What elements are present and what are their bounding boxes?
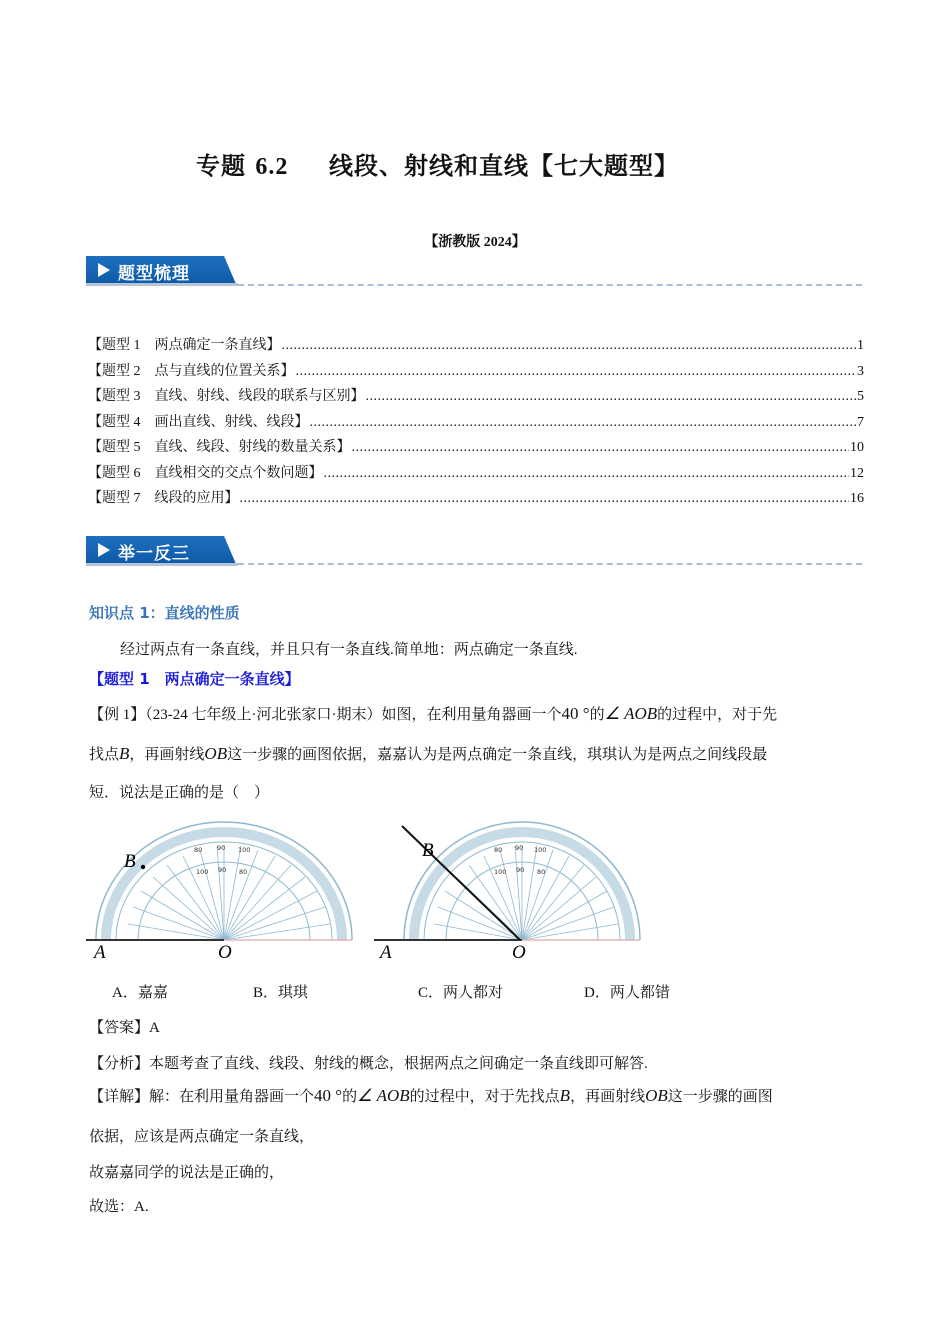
- answer-options: [112, 981, 812, 1003]
- toc-entry[interactable]: 【题型 6 直线相交的交点个数问题】 ..... 12: [88, 462, 864, 488]
- svg-text:80: 80: [537, 868, 546, 876]
- protractor-diagram: [86, 820, 356, 965]
- protractor-figure-left: [86, 820, 356, 965]
- svg-text:O: O: [218, 942, 232, 963]
- example-line-1: 【例 1】（23-24 七年级上·河北张家口·期末）如图，在利用量角器画一个40 °的∠ AOB的过程中，对于先: [89, 704, 778, 723]
- svg-text:80: 80: [194, 846, 203, 854]
- protractor-figure-right: [374, 820, 644, 965]
- analysis-line: 【分析】本题考查了直线、线段、射线的概念，根据两点之间确定一条直线即可解答.: [89, 1056, 648, 1072]
- protractor-diagram: [374, 820, 644, 965]
- svg-text:A: A: [380, 942, 392, 963]
- svg-text:100: 100: [238, 846, 251, 854]
- toc-section-banner: [86, 256, 241, 286]
- svg-text:90: 90: [217, 844, 226, 852]
- toc-entry[interactable]: 【题型 5 直线、线段、射线的数量关系】 ..... 10: [88, 436, 864, 462]
- option-a[interactable]: A．嘉嘉: [112, 985, 168, 1001]
- toc-entry[interactable]: 【题型 2 点与直线的位置关系】 ..... 3: [88, 360, 864, 386]
- toc-entry[interactable]: 【题型 3 直线、射线、线段的联系与区别】 ..... 5: [88, 385, 864, 411]
- svg-text:A: A: [94, 942, 106, 963]
- answer-line: 【答案】A: [89, 1020, 160, 1036]
- svg-text:80: 80: [239, 868, 248, 876]
- play-triangle-icon: [98, 543, 110, 557]
- question-type-heading: 【题型 1 两点确定一条直线】: [89, 670, 300, 688]
- title-main: 线段、射线和直线【七大题型】: [329, 152, 680, 180]
- svg-text:B: B: [124, 851, 136, 872]
- practice-section-banner: [86, 536, 241, 566]
- toc-entry[interactable]: 【题型 1 两点确定一条直线】 ..... 1: [88, 334, 864, 360]
- knowledge-point-text: 经过两点有一条直线，并且只有一条直线.简单地：两点确定一条直线.: [120, 642, 578, 658]
- option-b[interactable]: B．琪琪: [253, 985, 309, 1001]
- svg-text:O: O: [512, 942, 526, 963]
- title-prefix: 专题: [195, 152, 246, 180]
- toc-entry[interactable]: 【题型 4 画出直线、射线、线段】 ..... 7: [88, 411, 864, 437]
- detail-line-3: 故嘉嘉同学的说法是正确的，: [89, 1165, 285, 1181]
- svg-text:100: 100: [196, 868, 209, 876]
- detail-line-4: 故选：A.: [89, 1199, 149, 1215]
- edition-label: 【浙教版 2024】: [424, 235, 526, 250]
- table-of-contents: [88, 334, 864, 513]
- svg-text:80: 80: [494, 846, 503, 854]
- example-line-2: 找点B，再画射线OB这一步骤的画图依据，嘉嘉认为是两点确定一条直线，琪琪认为是两点之间线段最: [89, 744, 768, 763]
- toc-banner-label: 题型梳理: [118, 264, 190, 284]
- page-title: [0, 146, 875, 181]
- option-c[interactable]: C．两人都对: [418, 985, 504, 1001]
- practice-banner-label: 举一反三: [118, 544, 190, 564]
- svg-text:B: B: [422, 840, 434, 861]
- section-divider: [238, 563, 862, 565]
- play-triangle-icon: [98, 263, 110, 277]
- svg-text:100: 100: [534, 846, 547, 854]
- section-divider: [238, 284, 862, 286]
- svg-text:90: 90: [515, 844, 524, 852]
- example-line-3: 短．说法是正确的是（ ）: [89, 785, 270, 801]
- detail-line-2: 依据，应该是两点确定一条直线，: [89, 1129, 315, 1145]
- title-number: 6.2: [255, 154, 289, 180]
- toc-entry[interactable]: 【题型 7 线段的应用】 ..... 16: [88, 487, 864, 513]
- option-d[interactable]: D．两人都错: [584, 985, 670, 1001]
- svg-text:90: 90: [516, 866, 525, 874]
- knowledge-point-heading: 知识点 1：直线的性质: [89, 604, 240, 622]
- detail-line-1: 【详解】解：在利用量角器画一个40 °的∠ AOB的过程中，对于先找点B，再画射线OB这一步骤的画图: [89, 1086, 773, 1105]
- svg-text:90: 90: [218, 866, 227, 874]
- svg-text:100: 100: [494, 868, 507, 876]
